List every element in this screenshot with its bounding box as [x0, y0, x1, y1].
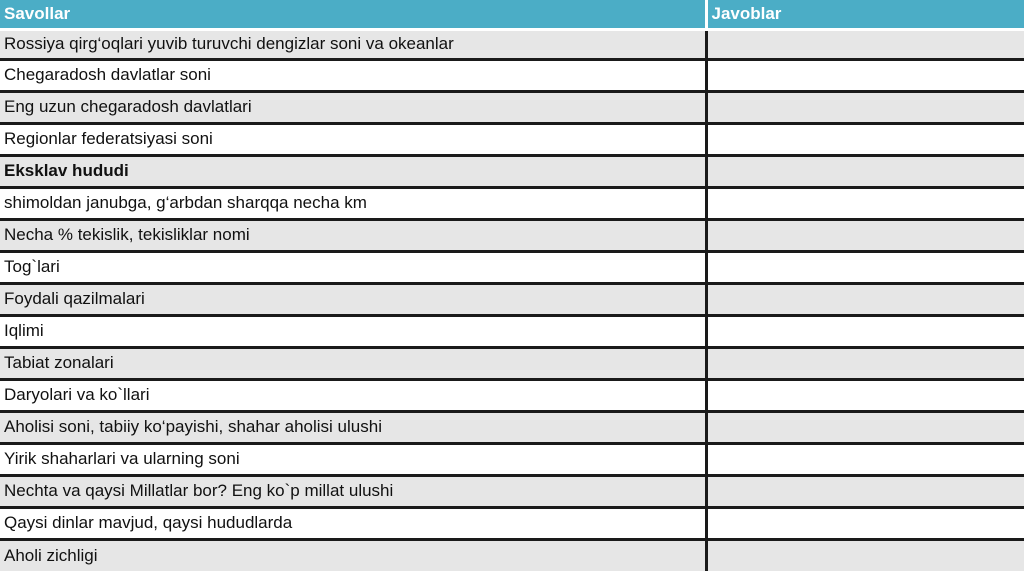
- question-cell: Necha % tekislik, tekisliklar nomi: [0, 219, 706, 251]
- question-cell: Eng uzun chegaradosh davlatlari: [0, 91, 706, 123]
- answer-cell[interactable]: [706, 539, 1024, 571]
- table-row: [0, 283, 1024, 315]
- question-cell: shimoldan janubga, g‘arbdan sharqqa necha km: [0, 187, 706, 219]
- question-cell: Aholisi soni, tabiiy ko‘payishi, shahar aholisi ulushi: [0, 411, 706, 443]
- table-row: [0, 315, 1024, 347]
- answer-cell[interactable]: [706, 475, 1024, 507]
- table-header-row: [0, 0, 1024, 29]
- answer-cell[interactable]: [706, 91, 1024, 123]
- answer-cell[interactable]: [706, 507, 1024, 539]
- question-cell: Iqlimi: [0, 315, 706, 347]
- table-row: [0, 475, 1024, 507]
- header-questions: Savollar: [0, 0, 706, 29]
- table-row: [0, 123, 1024, 155]
- question-cell: Daryolari va ko`llari: [0, 379, 706, 411]
- answer-cell[interactable]: [706, 315, 1024, 347]
- answer-cell[interactable]: [706, 59, 1024, 91]
- table-row: [0, 411, 1024, 443]
- answer-cell[interactable]: [706, 283, 1024, 315]
- table-row: [0, 155, 1024, 187]
- answer-cell[interactable]: [706, 347, 1024, 379]
- table-row: [0, 507, 1024, 539]
- header-answers: Javoblar: [706, 0, 1024, 29]
- answer-cell[interactable]: [706, 219, 1024, 251]
- question-cell: Yirik shaharlari va ularning soni: [0, 443, 706, 475]
- table-row: [0, 443, 1024, 475]
- answer-cell[interactable]: [706, 155, 1024, 187]
- question-cell: Eksklav hududi: [0, 155, 706, 187]
- table-row: [0, 251, 1024, 283]
- answer-cell[interactable]: [706, 251, 1024, 283]
- question-cell: Chegaradosh davlatlar soni: [0, 59, 706, 91]
- table-body: [0, 29, 1024, 571]
- table-row: [0, 59, 1024, 91]
- table-row: [0, 347, 1024, 379]
- table-row: [0, 91, 1024, 123]
- question-cell: Rossiya qirg‘oqlari yuvib turuvchi dengizlar soni va okeanlar: [0, 29, 706, 59]
- question-cell: Qaysi dinlar mavjud, qaysi hududlarda: [0, 507, 706, 539]
- answer-cell[interactable]: [706, 29, 1024, 59]
- answer-cell[interactable]: [706, 379, 1024, 411]
- answer-cell[interactable]: [706, 411, 1024, 443]
- answer-cell[interactable]: [706, 187, 1024, 219]
- table-row: [0, 539, 1024, 571]
- question-cell: Foydali qazilmalari: [0, 283, 706, 315]
- question-cell: Tog`lari: [0, 251, 706, 283]
- question-cell: Tabiat zonalari: [0, 347, 706, 379]
- answer-cell[interactable]: [706, 443, 1024, 475]
- answer-cell[interactable]: [706, 123, 1024, 155]
- table-row: [0, 187, 1024, 219]
- table-row: [0, 29, 1024, 59]
- question-cell: Aholi zichligi: [0, 539, 706, 571]
- question-cell: Nechta va qaysi Millatlar bor? Eng ko`p millat ulushi: [0, 475, 706, 507]
- question-cell: Regionlar federatsiyasi soni: [0, 123, 706, 155]
- table-row: [0, 379, 1024, 411]
- table-row: [0, 219, 1024, 251]
